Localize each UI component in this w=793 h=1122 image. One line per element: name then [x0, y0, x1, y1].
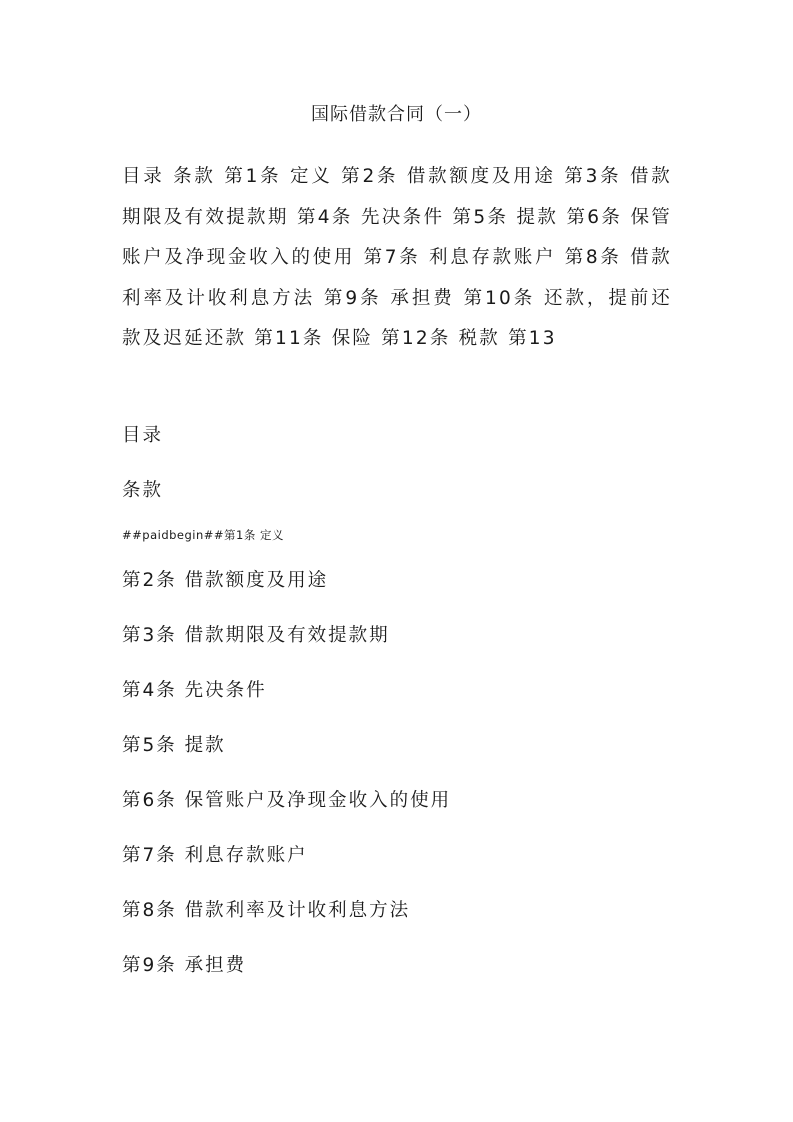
toc-paragraph: 目录 条款 第1条 定义 第2条 借款额度及用途 第3条 借款期限及有效提款期 第4条 先决条件 第5条 提款 第6条 保管账户及净现金收入的使用 第7条 利息存款账户 第8条 借款利率及计收利息方法 第9条 承担费 第10条 还款，提前还款及迟延还款 第11条 保险 第12条 税款 第13 — [122, 166, 672, 349]
article-line: 第8条 借款利率及计收利息方法 — [122, 900, 411, 921]
article-line: 第3条 借款期限及有效提款期 — [122, 625, 390, 646]
article-line: 第7条 利息存款账户 — [122, 845, 308, 866]
clauses-heading: 条款 — [122, 480, 164, 501]
document-title: 国际借款合同（一） — [311, 104, 482, 125]
paid-marker-line: ##paidbegin##第1条 定义 — [122, 528, 285, 542]
article-line: 第4条 先决条件 — [122, 680, 267, 701]
article-line: 第2条 借款额度及用途 — [122, 570, 329, 591]
article-line: 第6条 保管账户及净现金收入的使用 — [122, 790, 452, 811]
article-line: 第5条 提款 — [122, 735, 226, 756]
toc-heading: 目录 — [122, 425, 164, 446]
article-line: 第9条 承担费 — [122, 955, 247, 976]
